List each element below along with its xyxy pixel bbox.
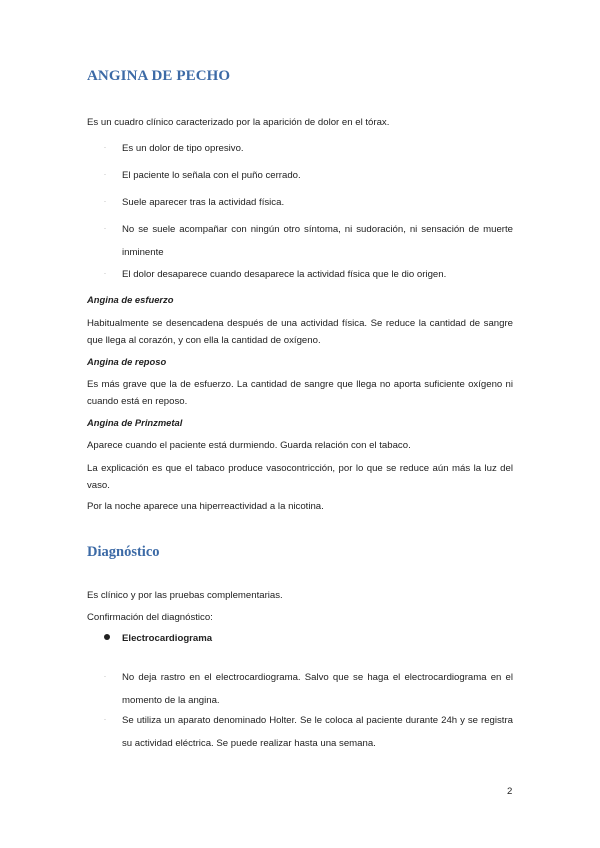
bullet-icon: · — [104, 226, 106, 232]
list-item-text: Electrocardiograma — [122, 633, 213, 644]
list-item — [104, 191, 513, 214]
paragraph-reposo: Es más grave que la de esfuerzo. La cantidad de sangre que llega no aporta suficiente oxígeno ni cuando está en reposo. — [87, 379, 513, 407]
bullet-icon: · — [104, 199, 106, 205]
list-item-text: Se utiliza un aparato denominado Holter. Se le coloca al paciente durante 24h y se registra su actividad eléctrica. Se puede realizar hasta una semana. — [122, 715, 513, 749]
list-item — [104, 263, 513, 286]
list-item-electrocardiograma — [104, 630, 212, 647]
bullet-icon: · — [104, 674, 106, 680]
bullet-icon: · — [104, 172, 106, 178]
bullet-icon: · — [104, 717, 106, 723]
list-item — [104, 709, 513, 755]
list-item-text: El paciente lo señala con el puño cerrado. — [122, 170, 301, 181]
section-heading-diagnostico: Diagnóstico — [87, 544, 160, 560]
paragraph-esfuerzo: Habitualmente se desencadena después de una actividad física. Se reduce la cantidad de sangre que llega al corazón, y con ella la cantidad de oxígeno. — [87, 318, 513, 346]
list-item-text: Es un dolor de tipo opresivo. — [122, 143, 244, 154]
intro-paragraph: Es un cuadro clínico caracterizado por la aparición de dolor en el tórax. — [87, 117, 390, 128]
list-item — [104, 137, 513, 160]
subheading-prinzmetal: Angina de Prinzmetal — [87, 417, 183, 428]
page-title: ANGINA DE PECHO — [87, 68, 231, 84]
list-item-text: Suele aparecer tras la actividad física. — [122, 197, 285, 208]
paragraph-prinzmetal-2: La explicación es que el tabaco produce vasocontricción, por lo que se reduce aún más la luz del vaso. — [87, 463, 513, 491]
subheading-reposo: Angina de reposo — [87, 356, 167, 367]
list-item — [104, 666, 513, 712]
paragraph-prinzmetal-3: Por la noche aparece una hiperreactividad a la nicotina. — [87, 501, 324, 512]
paragraph-diagnostico-2: Confirmación del diagnóstico: — [87, 612, 213, 623]
list-item-text: No deja rastro en el electrocardiograma. Salvo que se haga el electrocardiograma en el momento de la angina. — [122, 672, 513, 706]
bullet-icon: · — [104, 271, 106, 277]
paragraph-diagnostico-1: Es clínico y por las pruebas complementarias. — [87, 590, 283, 601]
paragraph-prinzmetal-1: Aparece cuando el paciente está durmiendo. Guarda relación con el tabaco. — [87, 440, 411, 451]
bullet-dot-icon — [104, 634, 110, 640]
list-item — [104, 218, 513, 264]
page-number: 2 — [507, 786, 513, 797]
list-item — [104, 164, 513, 187]
list-item-text: No se suele acompañar con ningún otro síntoma, ni sudoración, ni sensación de muerte inminente — [122, 224, 513, 258]
subheading-esfuerzo: Angina de esfuerzo — [87, 294, 174, 305]
bullet-icon: · — [104, 145, 106, 151]
list-item-text: El dolor desaparece cuando desaparece la actividad física que le dio origen. — [122, 269, 447, 280]
